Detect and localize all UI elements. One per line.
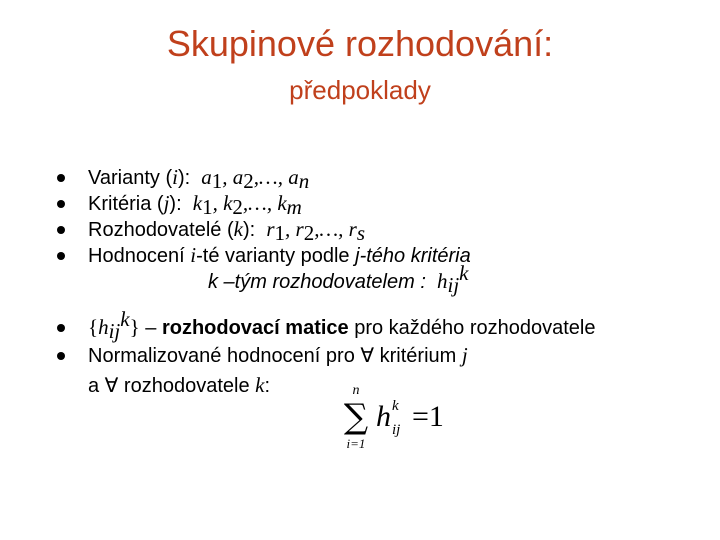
text-italic: j-tého kritéria xyxy=(355,245,471,267)
math-a: a xyxy=(201,165,212,189)
bullet-hodnoceni xyxy=(88,242,471,269)
bullet-varianty xyxy=(88,164,309,191)
var-i: i xyxy=(172,165,178,189)
text: -té varianty podle xyxy=(196,245,356,267)
bullet-kriteria xyxy=(88,190,302,217)
math-ellipsis: ,…, k xyxy=(242,191,287,215)
text: Hodnocení xyxy=(88,245,191,267)
bullet-dot xyxy=(57,324,65,332)
sup-k: k xyxy=(120,307,130,331)
slide-title: Skupinové rozhodování: xyxy=(166,23,554,64)
sub-ij: ij xyxy=(447,273,460,297)
sub-1: 1 xyxy=(202,195,213,219)
var-j: j xyxy=(461,343,468,367)
slide-subtitle: předpoklady xyxy=(289,75,431,105)
formula-sup: k xyxy=(392,398,399,414)
var-k: k xyxy=(233,217,243,241)
sup-k: k xyxy=(459,261,469,285)
sum-sign: ∑ xyxy=(343,397,369,437)
sub-ij: ij xyxy=(108,319,121,343)
label-close: ): xyxy=(242,219,256,241)
sum-upper: n xyxy=(352,384,360,398)
bullet-dot xyxy=(57,252,65,260)
sub-m: m xyxy=(286,195,302,219)
bullet-label: Kritéria ( xyxy=(88,193,164,215)
bullet-label: Rozhodovatelé ( xyxy=(88,219,234,241)
bullet-dot xyxy=(57,200,65,208)
var-k: k xyxy=(255,373,265,397)
sub-s: s xyxy=(356,221,365,245)
colon: : xyxy=(264,375,271,397)
brace-open: { xyxy=(88,315,99,339)
var-j: j xyxy=(163,191,170,215)
math-k: k xyxy=(192,191,203,215)
bullet-rozhodovatele xyxy=(88,216,365,243)
var-i: i xyxy=(190,243,197,267)
sum-lower: i=1 xyxy=(346,436,366,451)
math-h: h xyxy=(437,269,448,293)
math-sep: , a xyxy=(222,165,244,189)
sub-1: 1 xyxy=(274,221,286,245)
text: a ∀ rozhodovatele xyxy=(88,375,256,397)
formula-eq: =1 xyxy=(412,400,444,433)
label-close: ): xyxy=(177,167,191,189)
sub-2: 2 xyxy=(243,169,254,193)
text: pro každého rozhodovatele xyxy=(348,317,596,339)
sub-1: 1 xyxy=(211,169,223,193)
math-sep: , r xyxy=(285,217,304,241)
math-r: r xyxy=(266,217,275,241)
text-bold: rozhodovací matice xyxy=(161,317,349,339)
bullet-dot xyxy=(57,174,65,182)
text: Normalizované hodnocení pro ∀ kritérium xyxy=(88,345,462,367)
math-ellipsis: ,…, a xyxy=(253,165,299,189)
bullet-matice xyxy=(88,307,596,343)
math-sep: , k xyxy=(212,191,233,215)
math-ellipsis: ,…, r xyxy=(314,217,357,241)
bullet-normalizovane-line2 xyxy=(88,372,270,399)
label-close: ): xyxy=(169,193,182,215)
dash: – xyxy=(139,317,162,339)
text-italic: k –tým rozhodovatelem : xyxy=(208,271,426,293)
bullet-normalizovane xyxy=(88,342,468,369)
formula-h: h xyxy=(376,400,391,433)
normalization-formula xyxy=(340,384,470,454)
math-h: h xyxy=(98,315,109,339)
sub-n: n xyxy=(298,169,310,193)
bullet-hodnoceni-line2 xyxy=(208,261,469,297)
sub-2: 2 xyxy=(303,221,315,245)
bullet-dot xyxy=(57,352,65,360)
sub-2: 2 xyxy=(232,195,243,219)
brace-close: } xyxy=(129,315,140,339)
bullet-dot xyxy=(57,226,65,234)
bullet-label: Varianty ( xyxy=(88,167,173,189)
formula-sub: ij xyxy=(392,422,401,438)
